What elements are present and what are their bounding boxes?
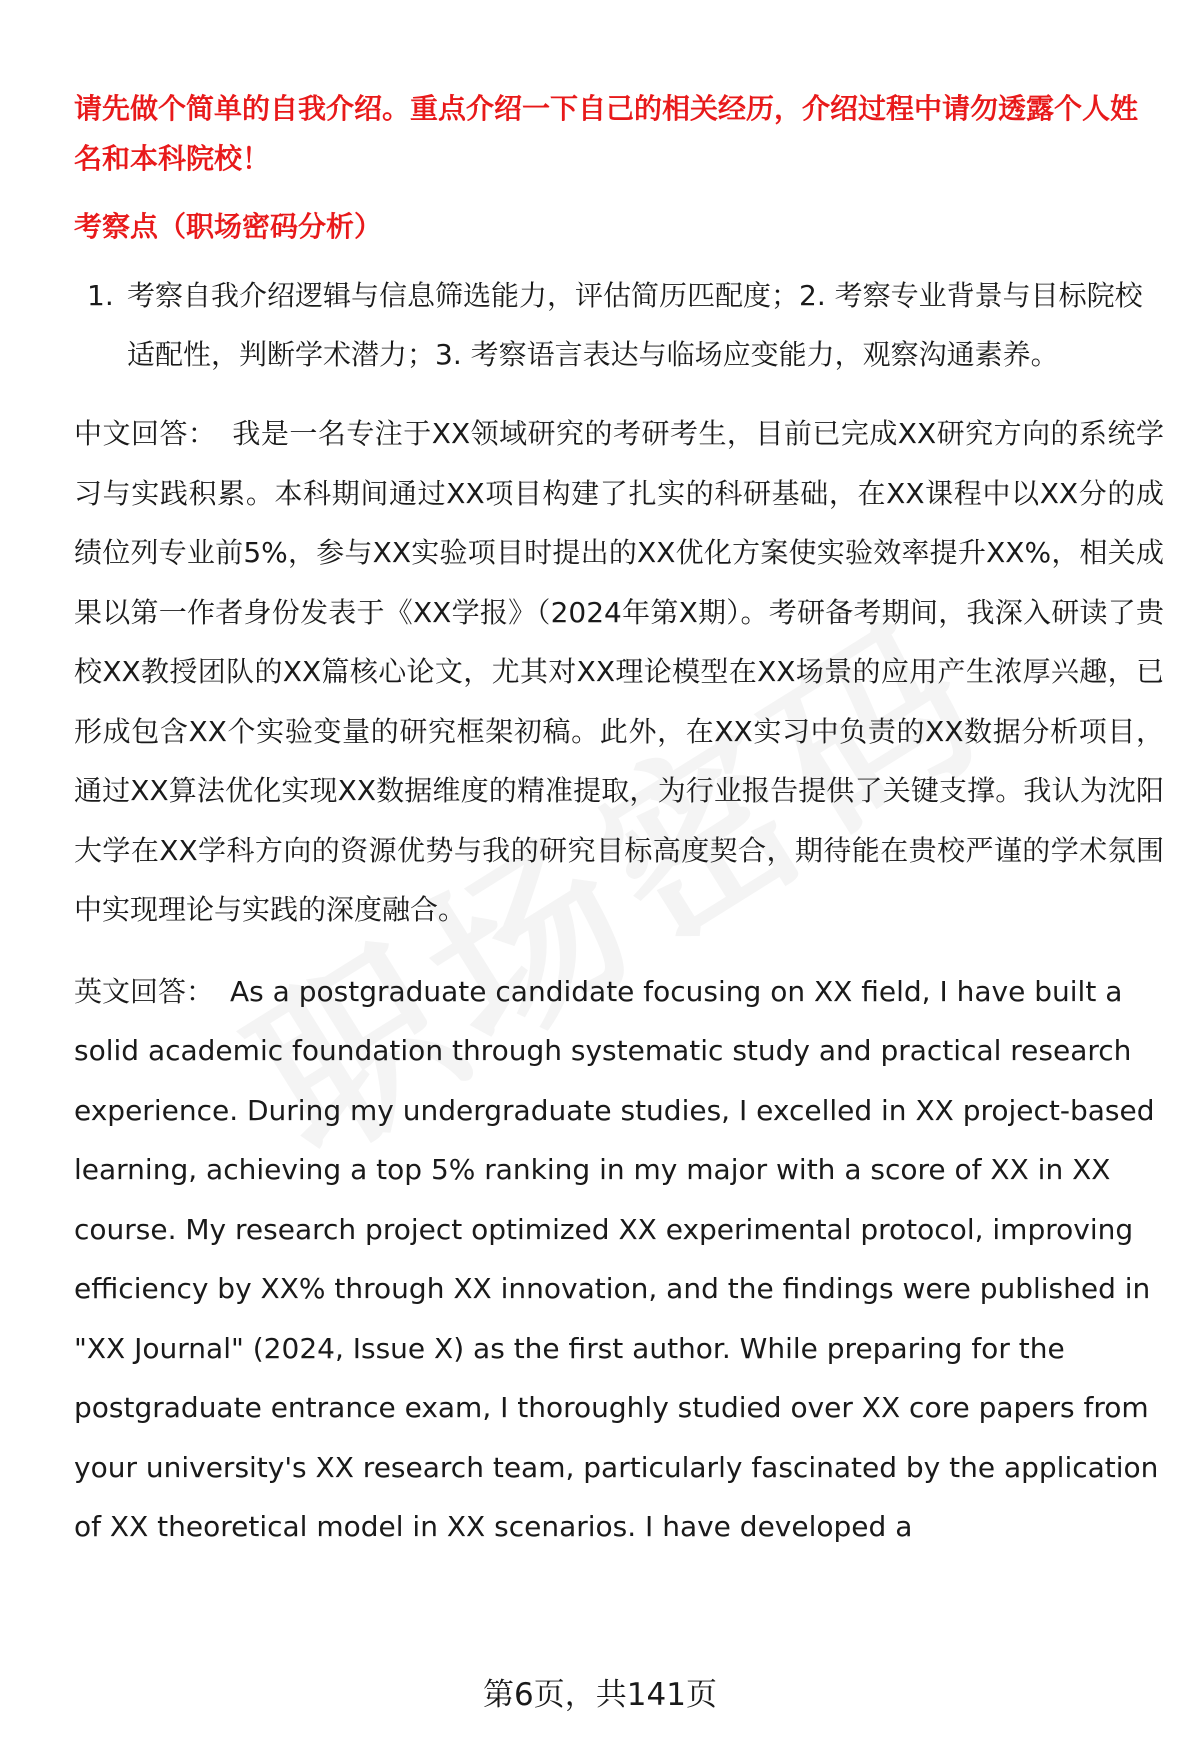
point-number: 1.: [87, 279, 114, 312]
assessment-point: [74, 266, 1164, 384]
assessment-points-heading: 考察点（职场密码分析）: [74, 210, 383, 243]
chinese-answer-label: 中文回答：: [74, 417, 217, 450]
english-answer: [74, 962, 1164, 1557]
interview-question: 请先做个简单的自我介绍。重点介绍一下自己的相关经历，介绍过程中请勿透露个人姓名和本科院校！: [74, 92, 1139, 175]
point-text: 考察自我介绍逻辑与信息筛选能力，评估简历匹配度；2. 考察专业背景与目标院校适配性，判断学术潜力；3. 考察语言表达与临场应变能力，观察沟通素养。: [127, 279, 1143, 371]
chinese-answer-text: 我是一名专注于XX领域研究的考研考生，目前已完成XX研究方向的系统学习与实践积累。本科期间通过XX项目构建了扎实的科研基础，在XX课程中以XX分的成绩位列专业前5%，参与XX实验项目时提出的XX优化方案使实验效率提升XX%，相关成果以第一作者身份发表于《XX学报》（2024年第X期）。考研备考期间，我深入研读了贵校XX教授团队的XX篇核心论文，尤其对XX理论模型在XX场景的应用产生浓厚兴趣，已形成包含XX个实验变量的研究框架初稿。此外，在XX实习中负责的XX数据分析项目，通过XX算法优化实现XX数据维度的精准提取，为行业报告提供了关键支撑。我认为沈阳大学在XX学科方向的资源优势与我的研究目标高度契合，期待能在贵校严谨的学术氛围中实现理论与实践的深度融合。: [74, 417, 1164, 926]
assessment-points-list: [74, 266, 1164, 384]
page-indicator: 第6页，共141页: [483, 1677, 717, 1713]
english-answer-text: As a postgraduate candidate focusing on XX field, I have built a solid academic foundation through systematic study and practical research experience. During my undergraduate studies, I excelled in XX project-based learning, achieving a top 5% ranking in my major with a score of XX in XX course. My research project optimized XX experimental protocol, improving efficiency by XX% through XX innovation, and the findings were published in "XX Journal" (2024, Issue X) as the first author. While preparing for the postgraduate entrance exam, I thoroughly studied over XX core papers from your university's XX research team, particularly fascinated by the application of XX theoretical model in XX scenarios. I have developed a: [74, 974, 1159, 1543]
english-answer-label: 英文回答：: [74, 974, 215, 1008]
page-content: [74, 84, 1164, 1557]
chinese-answer: [74, 404, 1164, 940]
